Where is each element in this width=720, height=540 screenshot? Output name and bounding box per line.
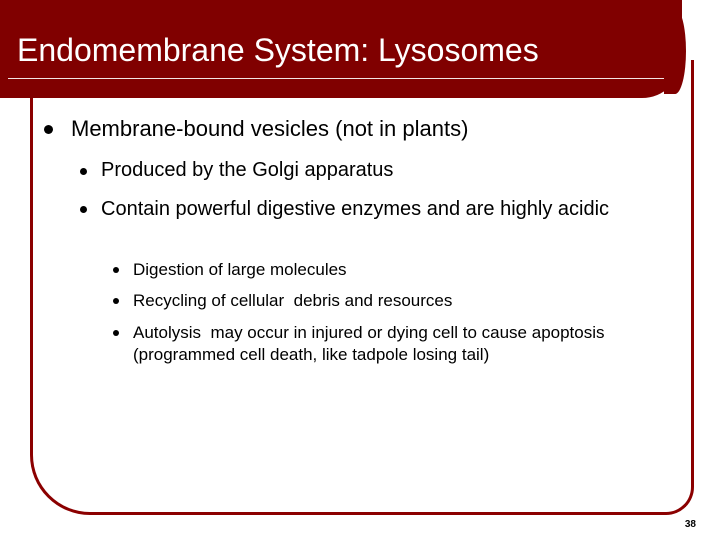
page-number: 38 (684, 519, 696, 530)
bullet-dot-level1 (44, 125, 53, 134)
bullet-level1-membrane-bound: Membrane-bound vesicles (not in plants) (71, 116, 469, 141)
bullet-dot-level3 (113, 267, 119, 273)
bullet-dot-level3 (113, 298, 119, 304)
bullet-level2-enzymes: Contain powerful digestive enzymes and are highly acidic (101, 198, 610, 220)
slide-title: Endomembrane System: Lysosomes (17, 32, 539, 68)
bullet-level3-digestion: Digestion of large molecules (133, 260, 347, 279)
bullet-level3-autolysis: Autolysis may occur in injured or dying cell to cause apoptosis (programmed cell death, like tadpole losing tail) (133, 323, 610, 364)
bullet-dot-level3 (113, 330, 119, 336)
bullet-level2-golgi: Produced by the Golgi apparatus (101, 159, 394, 181)
bullet-dot-level2 (80, 206, 87, 213)
bullet-level3-recycling: Recycling of cellular debris and resources (133, 291, 453, 310)
bullet-dot-level2 (80, 168, 87, 175)
title-bar (0, 0, 682, 98)
title-underline (8, 78, 676, 79)
